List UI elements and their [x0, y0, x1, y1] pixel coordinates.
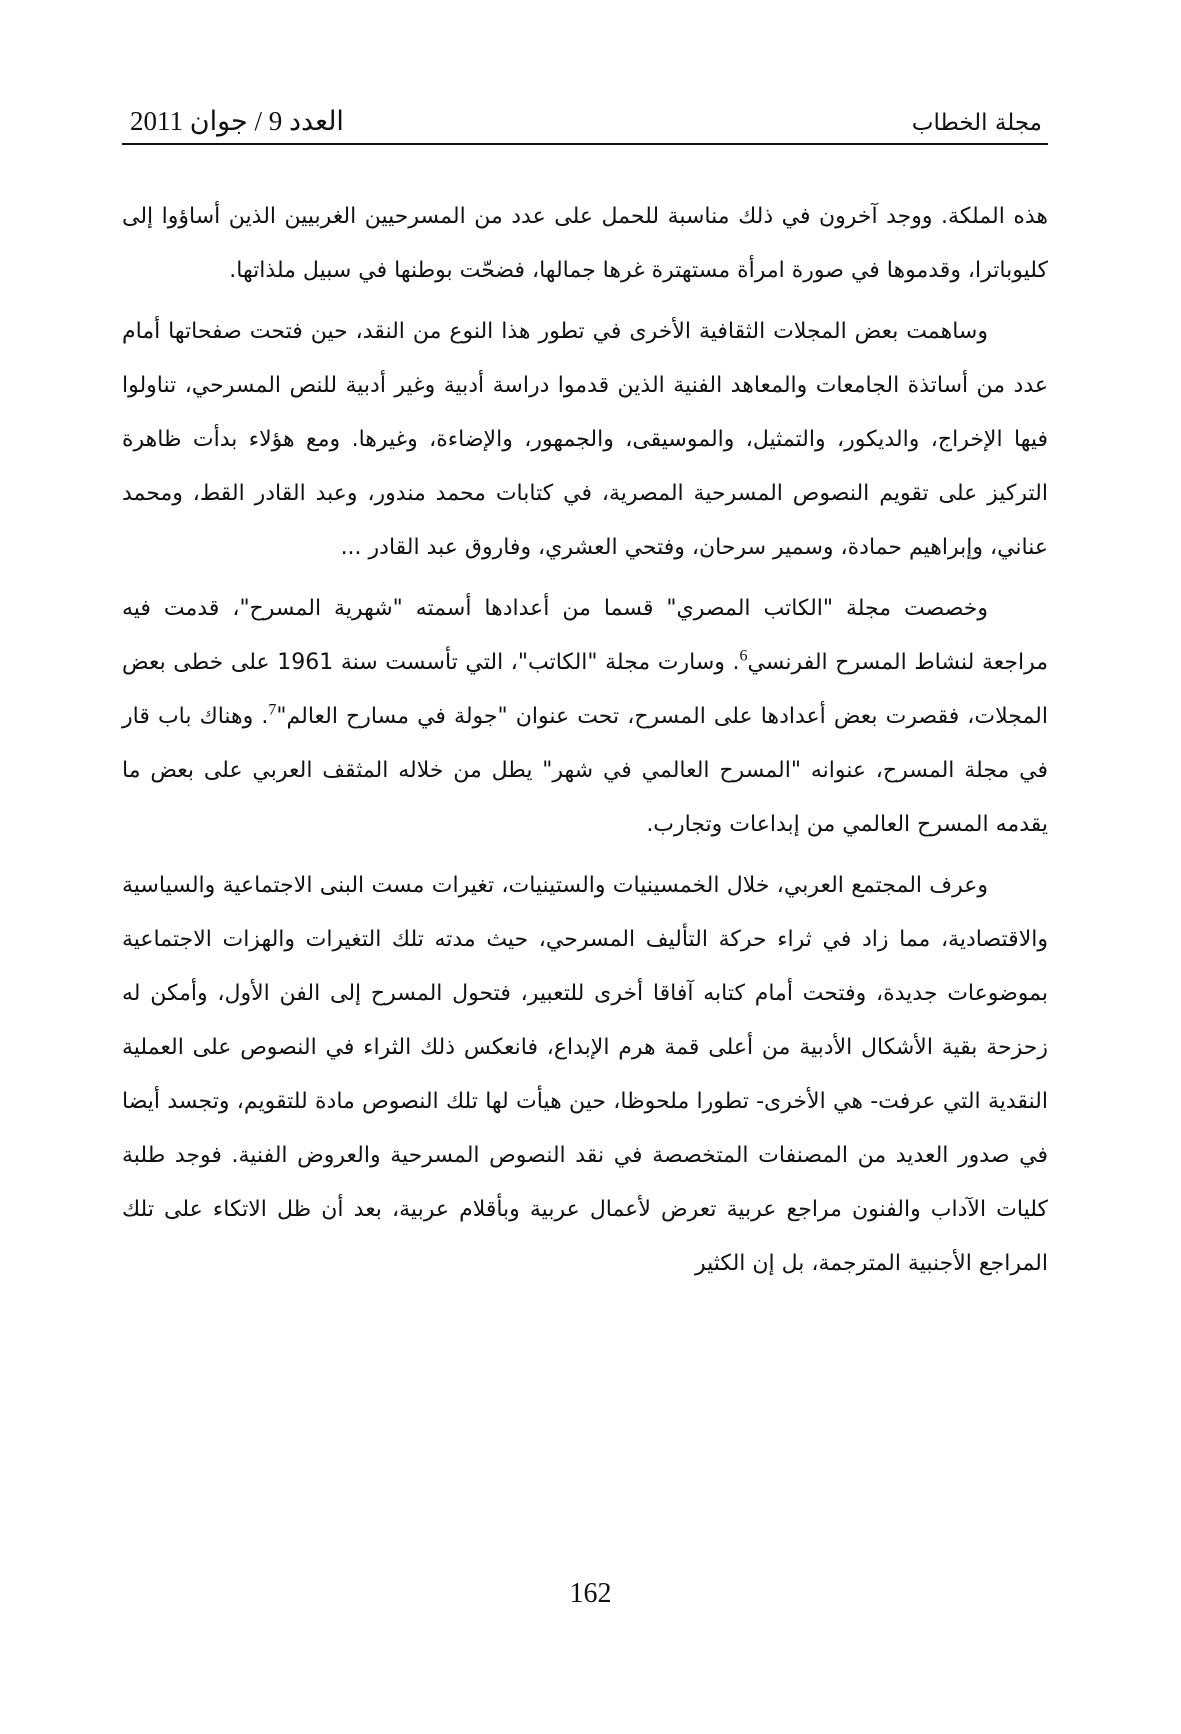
article-body: [122, 190, 1048, 1298]
paragraph-2: وساهمت بعض المجلات الثقافية الأخرى في تطور هذا النوع من النقد، حين فتحت صفحاتها أمام عدد من أساتذة الجامعات والمعاهد الفنية الذين قدموا دراسة أدبية وغير أدبية للنص المسرحي، تناولوا فيها الإخراج، والديكور، والتمثيل، والموسيقى، والجمهور، والإضاءة، وغيرها. ومع هؤلاء بدأت ظاهرة التركيز على تقويم النصوص المسرحية المصرية، في كتابات محمد مندور، وعبد القادر القط، ومحمد عناني، وإبراهيم حمادة، وسمير سرحان، وفتحي العشري، وفاروق عبد القادر ...: [122, 319, 1048, 560]
header-rule: [122, 143, 1048, 145]
paragraph-3-part-2: . وسارت مجلة "الكاتب"، التي تأسست سنة 1961 على خطى بعض المجلات، فقصرت بعض أعدادها على المسرح، تحت عنوان "جولة في مسارح العالم": [122, 650, 1048, 729]
paragraph-3-part-3: . وهناك باب قار في مجلة المسرح، عنوانه "المسرح العالمي في شهر" يطل من خلاله المثقف العربي على بعض ما يقدمه المسرح العالمي من إبداعات وتجارب.: [122, 704, 1048, 837]
paragraph-3-part-1: وخصصت مجلة "الكاتب المصري" قسما من أعدادها أسمته "شهرية المسرح"، قدمت فيه مراجعة لنشاط المسرح الفرنسي: [122, 596, 1048, 675]
footnote-ref-7: 7: [268, 701, 277, 719]
issue-info: العدد 9 / جوان 2011: [130, 106, 344, 136]
running-header: [122, 106, 1048, 142]
paragraph-3: [122, 582, 1048, 852]
journal-name: مجلة الخطاب: [911, 110, 1042, 136]
paragraph-4: وعرف المجتمع العربي، خلال الخمسينيات والستينيات، تغيرات مست البنى الاجتماعية والسياسية والاقتصادية، مما زاد في ثراء حركة التأليف المسرحي، حيث مدته تلك التغيرات والهزات الاجتماعية بموضوعات جديدة، وفتحت أمام كتابه آفاقا أخرى للتعبير، فتحول المسرح إلى الفن الأول، وأمكن له زحزحة بقية الأشكال الأدبية من أعلى قمة هرم الإبداع، فانعكس ذلك الثراء في النصوص على العملية النقدية التي عرفت- هي الأخرى- تطورا ملحوظا، حين هيأت لها تلك النصوص مادة للتقويم، وتجسد أيضا في صدور العديد من المصنفات المتخصصة في نقد النصوص المسرحية والعروض الفنية. فوجد طلبة كليات الآداب والفنون مراجع عربية تعرض لأعمال عربية وبأقلام عربية، بعد أن ظل الاتكاء على تلك المراجع الأجنبية المترجمة، بل إن الكثير: [122, 873, 1048, 1276]
footnote-ref-6: 6: [739, 647, 748, 665]
page-number: 162: [569, 1578, 612, 1609]
paragraph-1: هذه الملكة. ووجد آخرون في ذلك مناسبة للحمل على عدد من المسرحيين الغربيين الذين أساؤوا إلى كليوباترا، وقدموها في صورة امرأة مستهترة غرها جمالها، فضحّت بوطنها في سبيل ملذاتها.: [122, 204, 1048, 283]
